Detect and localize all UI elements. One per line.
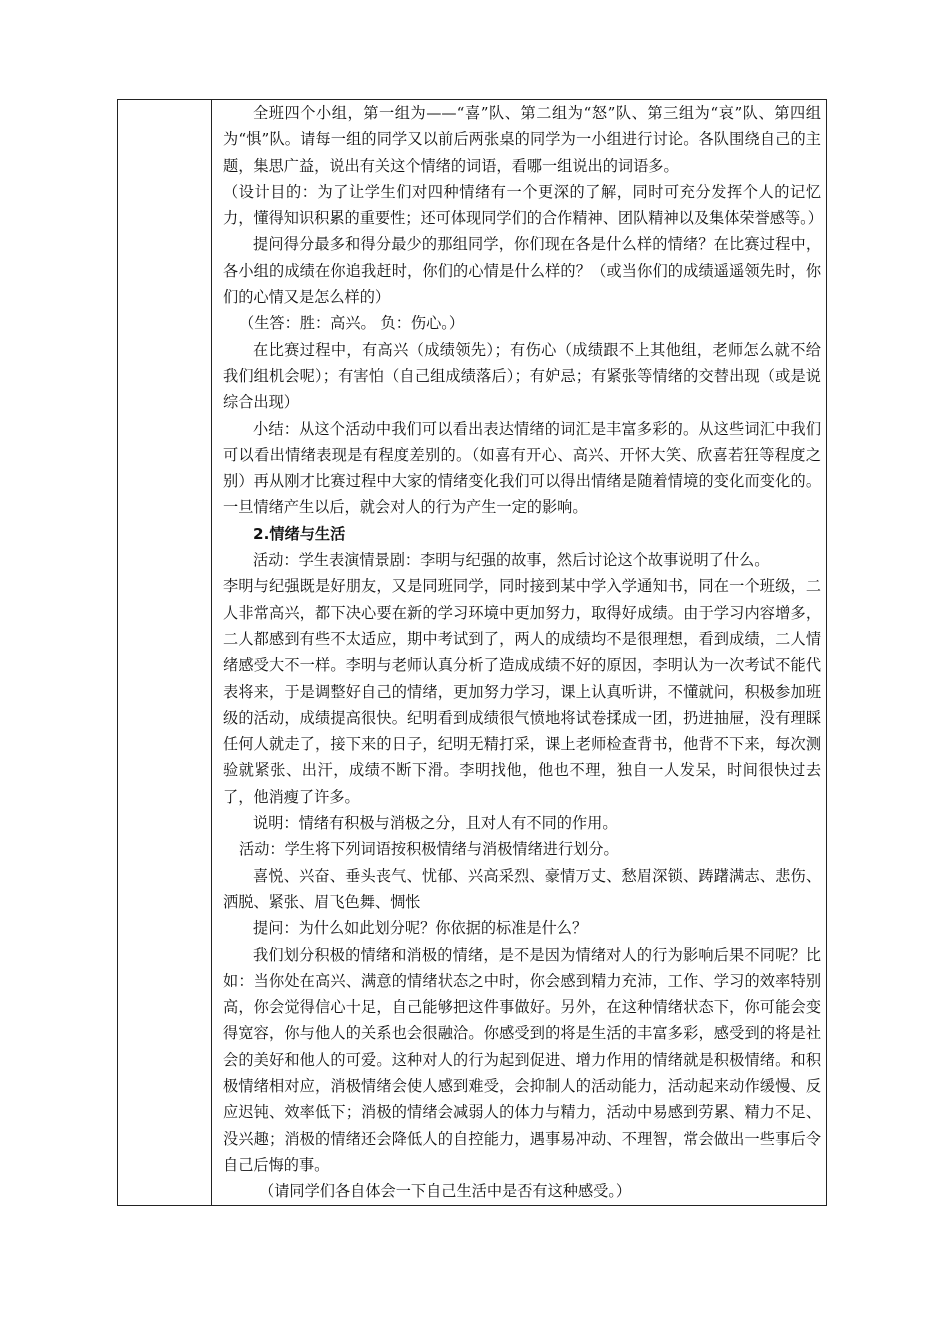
paragraph-explanation: 说明：情绪有积极与消极之分，且对人有不同的作用。 [253,814,618,833]
paragraph-story: 李明与纪强既是好朋友，又是同班同学，同时接到某中学入学通知书，同在一个班级，二人非常高兴，都下决心要在新的学习环境中更加努力，取得好成绩。由于学习内容增多，二人都感到有些不太适应，期中考试到了，两人的成绩均不是很理想，看到成绩，二人情绪感受大不一样。李明与老师认真分析了造成成绩不好的原因，李明认为一次考试不能代表将来，于是调整好自己的情绪，更加努力学习，课上认真听讲，不懂就问，积极参加班级的活动，成绩提高很快。纪明看到成绩很气愤地将试卷揉成一团，扔进抽屉，没有理睬任何人就走了，接下来的日子，纪明无精打采，课上老师检查背书，他背不下来，每次测验就紧张、出汗，成绩不断下滑。李明找他，他也不理，独自一人发呆，时间很快过去了，他消瘦了许多。 [223,577,821,806]
paragraph-reflection: （请同学们各自体会一下自己生活中是否有这种感受。） [259,1182,632,1201]
paragraph-summary: 小结：从这个活动中我们可以看出表达情绪的词汇是丰富多彩的。从这些词汇中我们可以看出情绪表现是有程度差别的。（如喜有开心、高兴、开怀大笑、欣喜若狂等程度之别）再从刚才比赛过程中大家的情绪变化我们可以得出情绪是随着情境的变化而变化的。一旦情绪产生以后，就会对人的行为产生一定的影响。 [223,419,821,517]
paragraph-competition-emotions: 在比赛过程中，有高兴（成绩领先）；有伤心（成绩跟不上其他组，老师怎么就不给我们组机会呢）；有害怕（自己组成绩落后）；有妒忌；有紧张等情绪的交替出现（或是说综合出现） [223,340,821,412]
paragraph-question: 提问得分最多和得分最少的那组同学，你们现在各是什么样的情绪？在比赛过程中，各小组的成绩在你追我赶时，你们的心情是什么样的？（或当你们的成绩遥遥领先时，你们的心情又是怎么样的） [223,235,821,307]
table-content-cell [213,100,826,1205]
paragraph-group-activity: 全班四个小组，第一组为——“喜”队、第二组为“怒”队、第三组为“哀”队、第四组为“惧”队。请每一组的同学又以前后两张桌的同学为一小组进行讨论。各队围绕自己的主题，集思广益，说出有关这个情绪的词语，看哪一组说出的词语多。 [223,104,821,175]
paragraph-positive-negative: 我们划分积极的情绪和消极的情绪，是不是因为情绪对人的行为影响后果不同呢？比如：当你处在高兴、满意的情绪状态之中时，你会感到精力充沛，工作、学习的效率特别高，你会觉得信心十足，自己能够把这件事做好。另外，在这种情绪状态下，你可能会变得宽容，你与他人的关系也会很融洽。你感受到的将是生活的丰富多彩，感受到的将是社会的美好和他人的可爱。这种对人的行为起到促进、增力作用的情绪就是积极情绪。和积极情绪相对应，消极情绪会使人感到难受，会抑制人的活动能力，活动起来动作缓慢、反应迟钝、效率低下；消极的情绪会减弱人的体力与精力，活动中易感到劳累、精力不足、没兴趣；消极的情绪还会降低人的自控能力，遇事易冲动、不理智，常会做出一些事后令自己后悔的事。 [223,945,821,1174]
paragraph-activity-classify: 活动：学生将下列词语按积极情绪与消极情绪进行划分。 [239,840,619,859]
paragraph-question-criteria: 提问：为什么如此划分呢？你依据的标准是什么？ [253,919,588,938]
paragraph-design-purpose: （设计目的：为了让学生们对四种情绪有一个更深的了解，同时可充分发挥个人的记忆力，懂得知识积累的重要性；还可体现同学们的合作精神、团队精神以及集体荣誉感等。） [223,182,823,228]
table-left-column [118,100,212,1205]
lesson-table [117,99,827,1206]
section-heading: 2.情绪与生活 [253,524,346,543]
paragraph-student-answer: （生答：胜：高兴。 负：伤心。） [239,314,465,333]
paragraph-word-list: 喜悦、兴奋、垂头丧气、忧郁、兴高采烈、豪情万丈、愁眉深锁、踌躇满志、悲伤、洒脱、紧张、眉飞色舞、惆怅 [223,866,821,911]
paragraph-activity-drama: 活动：学生表演情景剧：李明与纪强的故事，然后讨论这个故事说明了什么。 [253,551,770,570]
